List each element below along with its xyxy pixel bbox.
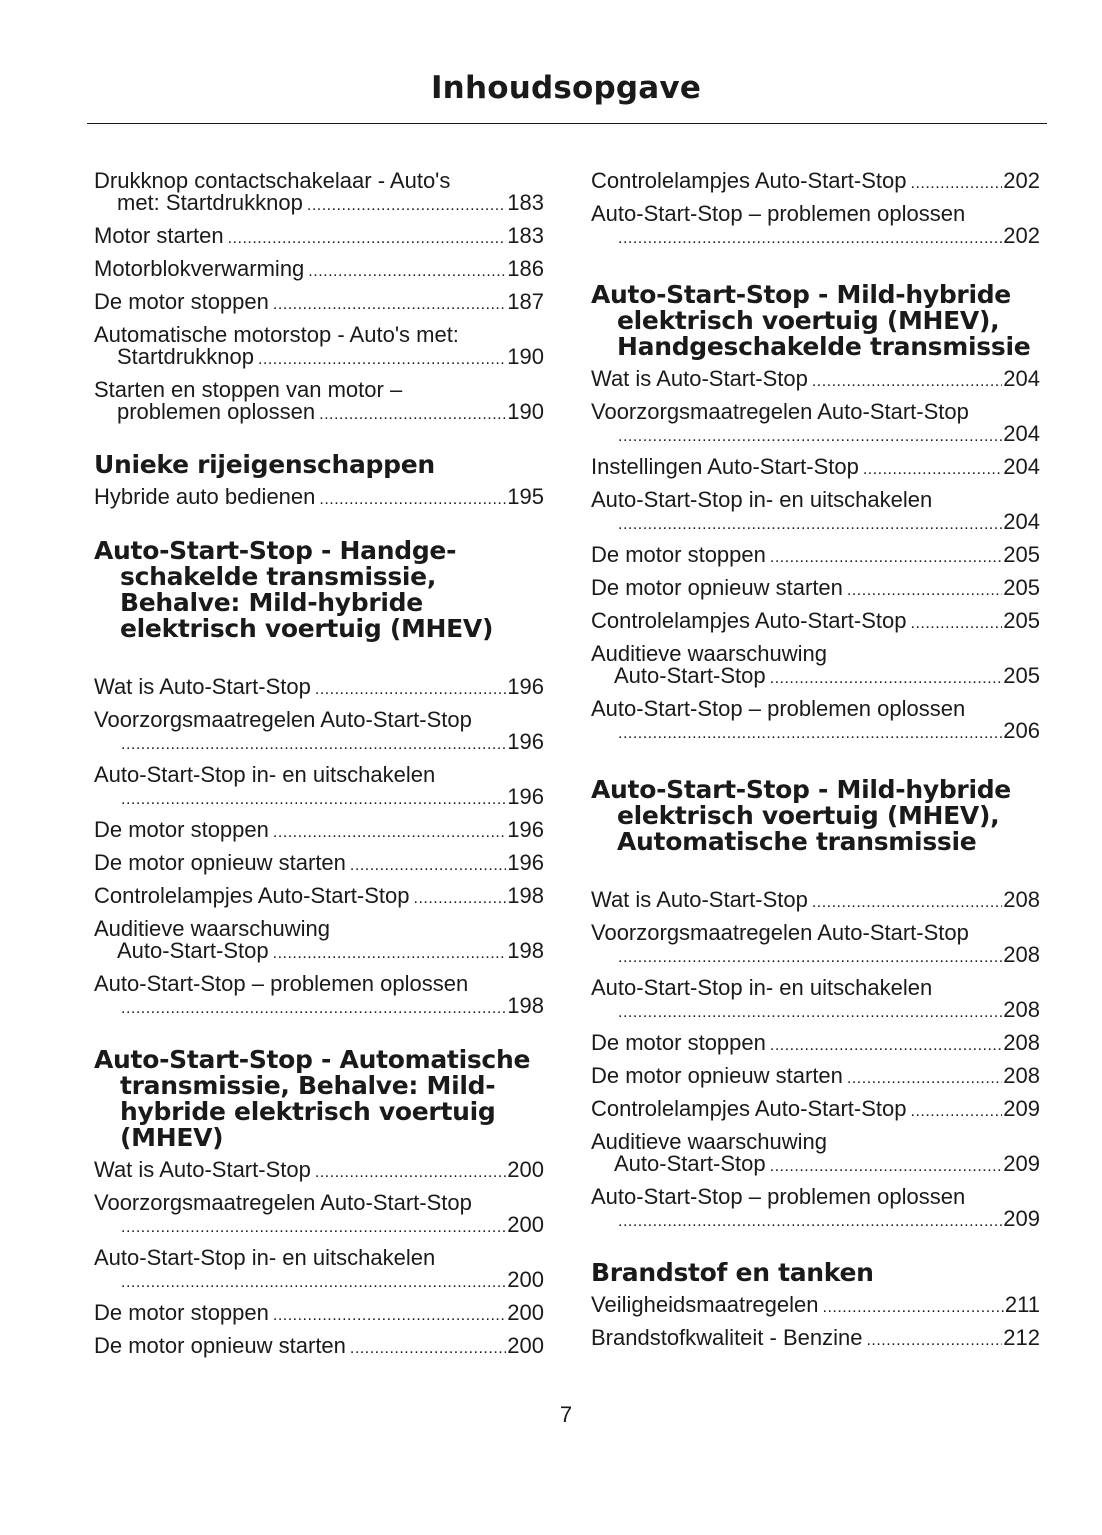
toc-entry-label: Controlelampjes Auto-Start-Stop (591, 1096, 907, 1121)
dot-leader (911, 170, 1003, 195)
toc-entry[interactable] (94, 1302, 544, 1327)
toc-page-number: 183 (507, 190, 544, 215)
toc-page-number: 196 (507, 817, 544, 842)
dot-leader (121, 1214, 506, 1239)
toc-page-number: 183 (507, 223, 544, 248)
toc-page-number: 198 (507, 993, 544, 1018)
section-heading: Auto-Start-Stop - Mild-hybride elektrisch voertuig (MHEV), Automatische transmissie (591, 775, 1011, 856)
toc-entry-row (591, 889, 1040, 914)
toc-page-number: 204 (1003, 366, 1040, 391)
toc-group (591, 368, 1040, 745)
toc-group (591, 889, 1040, 1233)
section-heading: Auto-Start-Stop - Handgeschakelde transmissie, Behalve: Mild-hybride elektrisch voertuig (MHEV) (94, 536, 494, 643)
dot-leader (308, 258, 506, 283)
toc-group (591, 1294, 1040, 1352)
toc-entry-title: Voorzorgsmaatregelen Auto-Start-Stop (94, 1190, 472, 1215)
toc-entry-row (94, 1269, 544, 1294)
dot-leader (258, 346, 506, 371)
toc-entry-label: De motor stoppen (94, 289, 269, 314)
toc-page-number: 209 (1003, 1151, 1040, 1176)
toc-entry-row (591, 1032, 1040, 1057)
toc-page-number: 200 (507, 1267, 544, 1292)
toc-entry-row (591, 1327, 1040, 1352)
toc-entry-label: De motor stoppen (591, 1030, 766, 1055)
toc-entry[interactable] (94, 852, 544, 877)
toc-entry-row (591, 944, 1040, 969)
dot-leader (866, 1327, 1002, 1352)
toc-page-number: 196 (507, 850, 544, 875)
toc-entry[interactable] (591, 1098, 1040, 1123)
toc-entry-row (94, 346, 544, 371)
toc-entry[interactable] (591, 1032, 1040, 1057)
toc-entry-title: Auto-Start-Stop in- en uitschakelen (94, 1245, 436, 1270)
dot-leader (121, 731, 506, 756)
toc-entry-row (94, 258, 544, 283)
toc-page-number: 198 (507, 938, 544, 963)
toc-entry-row (94, 676, 544, 701)
toc-entry[interactable] (591, 577, 1040, 602)
toc-page-number: 196 (507, 674, 544, 699)
toc-entry[interactable] (94, 486, 544, 511)
toc-entry[interactable] (591, 401, 1040, 448)
toc-entry[interactable] (591, 1131, 1040, 1178)
toc-entry[interactable] (94, 819, 544, 844)
toc-group (94, 676, 544, 1020)
toc-page-number: 205 (1003, 575, 1040, 600)
toc-entry-title: Voorzorgsmaatregelen Auto-Start-Stop (94, 707, 472, 732)
toc-entry-title: Auto-Start-Stop – problemen oplossen (591, 696, 966, 721)
toc-entry-row (94, 940, 544, 965)
toc-page-number: 206 (1003, 718, 1040, 743)
dot-leader (618, 423, 1002, 448)
toc-entry[interactable] (591, 1186, 1040, 1233)
toc-page-number: 208 (1003, 1063, 1040, 1088)
toc-entry-label: Veiligheidsmaatregelen (591, 1292, 819, 1317)
toc-entry-label: Motorblokverwarming (94, 256, 305, 281)
toc-entry-label: Wat is Auto-Start-Stop (94, 1157, 311, 1182)
toc-entry-row (591, 577, 1040, 602)
toc-entry-row (591, 1153, 1040, 1178)
page-title: Inhoudsopgave (430, 70, 702, 106)
dot-leader (315, 676, 506, 701)
toc-entry-label: De motor stoppen (94, 1300, 269, 1325)
toc-entry-title: Auto-Start-Stop in- en uitschakelen (591, 975, 933, 1000)
dot-leader (812, 368, 1002, 393)
dot-leader (823, 1294, 1004, 1319)
toc-entry-title: Voorzorgsmaatregelen Auto-Start-Stop (591, 399, 969, 424)
toc-entry-row (591, 368, 1040, 393)
toc-entry-row (94, 819, 544, 844)
section-heading: Auto-Start-Stop - Automatische transmissie, Behalve: Mild-hybride elektrisch voertuig (MHEV) (94, 1045, 531, 1152)
toc-entry-label: Auto-Start-Stop (614, 663, 766, 688)
toc-entry-title: Auditieve waarschuwing (94, 916, 331, 941)
section-heading: Unieke rijeigenschappen (94, 450, 435, 479)
toc-page-number: 205 (1003, 608, 1040, 633)
toc-entry-label: De motor stoppen (591, 542, 766, 567)
toc-page-number: 190 (507, 399, 544, 424)
toc-entry-title: Starten en stoppen van motor – (94, 377, 403, 402)
dot-leader (350, 852, 506, 877)
toc-page-number: 208 (1003, 887, 1040, 912)
toc-group (94, 1159, 544, 1360)
toc-entry-row (591, 544, 1040, 569)
toc-entry-label: De motor opnieuw starten (591, 575, 843, 600)
section-heading: Brandstof en tanken (591, 1258, 874, 1287)
toc-entry-label: Wat is Auto-Start-Stop (94, 674, 311, 699)
toc-entry-row (94, 852, 544, 877)
dot-leader (319, 401, 506, 426)
dot-leader (618, 720, 1002, 745)
toc-entry-label: Wat is Auto-Start-Stop (591, 887, 808, 912)
dot-leader (350, 1335, 506, 1360)
dot-leader (273, 819, 506, 844)
toc-entry-label: De motor stoppen (94, 817, 269, 842)
toc-entry-row (94, 1335, 544, 1360)
dot-leader (618, 1208, 1002, 1233)
toc-entry-label: Hybride auto bedienen (94, 484, 316, 509)
toc-page-number: 202 (1003, 168, 1040, 193)
dot-leader (273, 940, 507, 965)
toc-entry-row (94, 486, 544, 511)
toc-entry-title: Auto-Start-Stop in- en uitschakelen (94, 762, 436, 787)
toc-entry[interactable] (94, 1247, 544, 1294)
toc-entry-row (591, 423, 1040, 448)
toc-page-number: 204 (1003, 421, 1040, 446)
toc-entry-row (591, 1065, 1040, 1090)
toc-entry[interactable] (591, 977, 1040, 1024)
toc-entry-title: Auto-Start-Stop in- en uitschakelen (591, 487, 933, 512)
toc-column-left (94, 170, 544, 1368)
toc-group (94, 170, 544, 426)
dot-leader (618, 511, 1002, 536)
toc-entry-row (94, 786, 544, 811)
toc-entry-title: Automatische motorstop - Auto's met: (94, 322, 459, 347)
toc-page-number: 204 (1003, 454, 1040, 479)
toc-entry[interactable] (94, 379, 544, 426)
dot-leader (307, 192, 506, 217)
toc-entry[interactable] (94, 885, 544, 910)
toc-entry[interactable] (591, 922, 1040, 969)
toc-page-number: 209 (1003, 1096, 1040, 1121)
dot-leader (911, 610, 1003, 635)
toc-entry-title: Voorzorgsmaatregelen Auto-Start-Stop (591, 920, 969, 945)
dot-leader (121, 786, 506, 811)
toc-entry-label: Brandstofkwaliteit - Benzine (591, 1325, 863, 1350)
toc-entry[interactable] (94, 764, 544, 811)
toc-entry-label: Auto-Start-Stop (614, 1151, 766, 1176)
toc-entry-row (94, 291, 544, 316)
dot-leader (273, 1302, 506, 1327)
toc-entry[interactable] (591, 456, 1040, 481)
toc-entry-row (94, 1214, 544, 1239)
toc-entry-row (591, 1294, 1040, 1319)
dot-leader (770, 544, 1002, 569)
toc-entry-row (94, 192, 544, 217)
toc-entry[interactable] (94, 709, 544, 756)
toc-entry-row (591, 665, 1040, 690)
toc-entry-row (94, 1302, 544, 1327)
toc-entry-title: Auto-Start-Stop – problemen oplossen (94, 971, 469, 996)
toc-entry[interactable] (94, 676, 544, 701)
toc-entry-row (591, 456, 1040, 481)
toc-entry-label: De motor opnieuw starten (94, 850, 346, 875)
toc-entry-row (591, 225, 1040, 250)
toc-entry-label: met: Startdrukknop (117, 190, 303, 215)
toc-page-number: 200 (507, 1333, 544, 1358)
dot-leader (228, 225, 507, 250)
toc-entry[interactable] (591, 1327, 1040, 1352)
toc-page-number: 186 (507, 256, 544, 281)
section-heading: Auto-Start-Stop - Mild-hybride elektrisch voertuig (MHEV), Handgeschakelde transmissie (591, 280, 1031, 361)
toc-entry[interactable] (591, 544, 1040, 569)
toc-page-number: 200 (507, 1300, 544, 1325)
toc-entry[interactable] (94, 258, 544, 283)
toc-entry-row (94, 885, 544, 910)
toc-entry-row (94, 995, 544, 1020)
toc-entry[interactable] (94, 1335, 544, 1360)
toc-entry-row (94, 401, 544, 426)
toc-entry-row (94, 731, 544, 756)
toc-entry[interactable] (591, 698, 1040, 745)
dot-leader (770, 1032, 1002, 1057)
toc-entry-row (591, 999, 1040, 1024)
dot-leader (770, 665, 1003, 690)
toc-entry[interactable] (94, 918, 544, 965)
toc-page-number: 187 (507, 289, 544, 314)
toc-page-number: 196 (507, 729, 544, 754)
toc-page-number: 198 (507, 883, 544, 908)
dot-leader (847, 1065, 1002, 1090)
toc-page-number: 208 (1003, 997, 1040, 1022)
toc-page-number: 195 (507, 484, 544, 509)
dot-leader (319, 486, 506, 511)
toc-page-number: 208 (1003, 942, 1040, 967)
toc-entry-label: Controlelampjes Auto-Start-Stop (591, 168, 907, 193)
toc-entry[interactable] (94, 1192, 544, 1239)
toc-entry[interactable] (591, 368, 1040, 393)
dot-leader (618, 225, 1002, 250)
toc-entry-label: problemen oplossen (117, 399, 316, 424)
toc-page-number: 205 (1003, 663, 1040, 688)
toc-page-number: 190 (507, 344, 544, 369)
dot-leader (812, 889, 1002, 914)
toc-group (94, 486, 544, 511)
page-number: 7 (559, 1402, 573, 1427)
toc-entry-label: De motor opnieuw starten (591, 1063, 843, 1088)
dot-leader (414, 885, 507, 910)
toc-page-number: 208 (1003, 1030, 1040, 1055)
toc-entry-row (591, 1208, 1040, 1233)
toc-entry-label: Instellingen Auto-Start-Stop (591, 454, 859, 479)
toc-entry-title: Auditieve waarschuwing (591, 641, 828, 666)
toc-entry[interactable] (94, 170, 544, 217)
dot-leader (770, 1153, 1003, 1178)
toc-entry-label: Controlelampjes Auto-Start-Stop (94, 883, 410, 908)
toc-entry-row (591, 1098, 1040, 1123)
toc-entry-row (591, 511, 1040, 536)
toc-entry-label: Wat is Auto-Start-Stop (591, 366, 808, 391)
toc-entry-row (94, 1159, 544, 1184)
toc-entry-row (591, 170, 1040, 195)
toc-entry[interactable] (94, 1159, 544, 1184)
toc-entry-label: Motor starten (94, 223, 224, 248)
toc-entry[interactable] (591, 203, 1040, 250)
dot-leader (273, 291, 506, 316)
toc-entry-title: Drukknop contactschakelaar - Auto's (94, 168, 451, 193)
toc-page-number: 196 (507, 784, 544, 809)
dot-leader (121, 1269, 506, 1294)
toc-entry-label: Startdrukknop (117, 344, 254, 369)
toc-entry[interactable] (94, 291, 544, 316)
toc-page-number: 200 (507, 1157, 544, 1182)
toc-entry-row (94, 225, 544, 250)
toc-entry[interactable] (591, 170, 1040, 195)
dot-leader (911, 1098, 1003, 1123)
dot-leader (618, 944, 1002, 969)
toc-entry-label: De motor opnieuw starten (94, 1333, 346, 1358)
toc-entry-title: Auto-Start-Stop – problemen oplossen (591, 1184, 966, 1209)
toc-column-right (591, 170, 1040, 1360)
toc-entry[interactable] (591, 610, 1040, 635)
toc-entry-title: Auditieve waarschuwing (591, 1129, 828, 1154)
dot-leader (847, 577, 1002, 602)
toc-page-number: 211 (1004, 1292, 1040, 1317)
toc-entry[interactable] (591, 489, 1040, 536)
dot-leader (863, 456, 1002, 481)
toc-entry[interactable] (591, 1294, 1040, 1319)
toc-entry[interactable] (591, 889, 1040, 914)
title-divider (87, 123, 1047, 124)
dot-leader (315, 1159, 506, 1184)
toc-entry[interactable] (94, 973, 544, 1020)
toc-entry[interactable] (591, 1065, 1040, 1090)
toc-page-number: 212 (1003, 1325, 1040, 1350)
toc-entry[interactable] (591, 643, 1040, 690)
toc-entry-title: Auto-Start-Stop – problemen oplossen (591, 201, 966, 226)
toc-page-number: 205 (1003, 542, 1040, 567)
toc-entry[interactable] (94, 225, 544, 250)
toc-entry-label: Auto-Start-Stop (117, 938, 269, 963)
toc-page-number: 209 (1003, 1206, 1040, 1231)
dot-leader (121, 995, 506, 1020)
toc-page-number: 202 (1003, 223, 1040, 248)
toc-entry[interactable] (94, 324, 544, 371)
toc-page-number: 204 (1003, 509, 1040, 534)
toc-entry-row (591, 610, 1040, 635)
dot-leader (618, 999, 1002, 1024)
toc-group (591, 170, 1040, 250)
toc-entry-row (591, 720, 1040, 745)
toc-entry-label: Controlelampjes Auto-Start-Stop (591, 608, 907, 633)
toc-page-number: 200 (507, 1212, 544, 1237)
